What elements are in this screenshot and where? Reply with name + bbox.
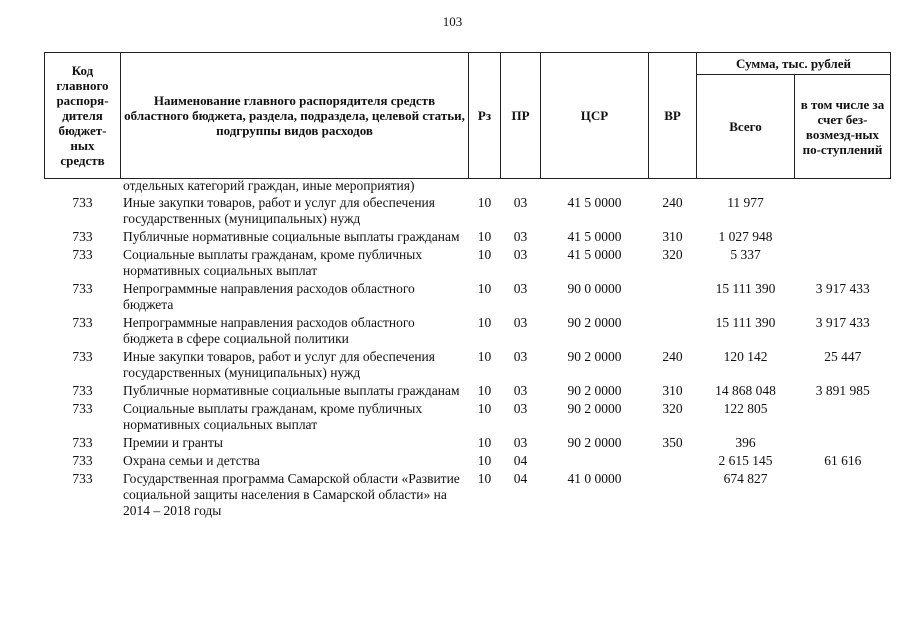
table-row (45, 469, 891, 519)
table-row (45, 433, 891, 451)
row-rz: 10 (477, 195, 492, 210)
row-vr: 240 (662, 195, 683, 210)
header-sum: Сумма, тыс. рублей (697, 53, 891, 75)
row-code: 733 (72, 401, 93, 416)
row-incl (795, 433, 891, 451)
header-vr: ВР (649, 53, 697, 179)
table-row (45, 313, 891, 347)
row-incl (795, 469, 891, 519)
row-incl: 3 917 433 (815, 315, 870, 330)
row-total: 2 615 145 (718, 453, 773, 468)
table-header (45, 53, 891, 179)
row-code: 733 (72, 435, 93, 450)
row-csr: 41 5 0000 (567, 247, 622, 262)
row-code: 733 (72, 281, 93, 296)
table-row (45, 399, 891, 433)
table-row (45, 451, 891, 469)
row-vr: 350 (662, 435, 683, 450)
row-code: 733 (72, 315, 93, 330)
row-name: Непрограммные направления расходов областного бюджета в сфере социальной политики (123, 315, 415, 346)
table-row (45, 347, 891, 381)
header-code: Код главного распоря-дителя бюджет-ных средств (45, 53, 121, 179)
row-rz: 10 (477, 349, 492, 364)
row-incl: 3 891 985 (815, 383, 870, 398)
row-code: 733 (72, 471, 93, 486)
continuation-text: отдельных категорий граждан, иные мероприятия) (123, 178, 415, 193)
row-pr: 03 (513, 281, 528, 296)
row-pr: 03 (513, 401, 528, 416)
row-name: Государственная программа Самарской области «Развитие социальной защиты населения в Самарской области» на 2014 – 2018 годы (123, 471, 460, 518)
row-incl (795, 399, 891, 433)
row-incl: 25 447 (824, 349, 862, 364)
row-name: Премии и гранты (123, 435, 223, 450)
row-pr: 04 (513, 471, 528, 486)
row-incl (795, 193, 891, 227)
row-total: 122 805 (723, 401, 768, 416)
row-pr: 03 (513, 195, 528, 210)
row-total: 15 111 390 (715, 315, 776, 330)
row-rz: 10 (477, 281, 492, 296)
row-vr: 240 (662, 349, 683, 364)
header-rz: Рз (469, 53, 501, 179)
row-pr: 03 (513, 349, 528, 364)
row-csr: 90 2 0000 (567, 383, 622, 398)
row-csr (541, 451, 649, 469)
row-code: 733 (72, 349, 93, 364)
row-name: Публичные нормативные социальные выплаты гражданам (123, 229, 460, 244)
header-name: Наименование главного распорядителя средств областного бюджета, раздела, подраздела, целевой статьи, подгруппы видов расходов (121, 53, 469, 179)
table-body (45, 179, 891, 520)
continuation-row (45, 179, 891, 194)
row-pr: 03 (513, 315, 528, 330)
row-rz: 10 (477, 247, 492, 262)
header-total: Всего (697, 75, 795, 179)
row-total: 11 977 (727, 195, 764, 210)
row-vr (649, 279, 697, 313)
header-pr: ПР (501, 53, 541, 179)
row-code: 733 (72, 383, 93, 398)
row-total: 120 142 (723, 349, 768, 364)
row-total: 14 868 048 (715, 383, 776, 398)
row-pr: 03 (513, 383, 528, 398)
header-incl: в том числе за счет без-возмезд-ных по-ступлений (795, 75, 891, 179)
row-csr: 41 5 0000 (567, 229, 622, 244)
row-name: Социальные выплаты гражданам, кроме публичных нормативных социальных выплат (123, 401, 423, 432)
row-incl: 61 616 (824, 453, 862, 468)
row-pr: 04 (513, 453, 528, 468)
row-name: Социальные выплаты гражданам, кроме публичных нормативных социальных выплат (123, 247, 423, 278)
row-vr: 310 (662, 229, 683, 244)
row-name: Охрана семьи и детства (123, 453, 260, 468)
row-incl: 3 917 433 (815, 281, 870, 296)
row-rz: 10 (477, 453, 492, 468)
row-code: 733 (72, 453, 93, 468)
row-pr: 03 (513, 247, 528, 262)
row-pr: 03 (513, 435, 528, 450)
row-csr: 41 5 0000 (567, 195, 622, 210)
row-incl (795, 245, 891, 279)
row-rz: 10 (477, 383, 492, 398)
row-vr (649, 313, 697, 347)
row-code: 733 (72, 229, 93, 244)
row-rz: 10 (477, 471, 492, 486)
row-vr (649, 469, 697, 519)
row-csr: 90 2 0000 (567, 349, 622, 364)
row-incl (795, 227, 891, 245)
table-row (45, 279, 891, 313)
row-rz: 10 (477, 401, 492, 416)
row-name: Непрограммные направления расходов областного бюджета (123, 281, 415, 312)
row-total: 1 027 948 (718, 229, 773, 244)
row-vr: 310 (662, 383, 683, 398)
row-csr: 90 2 0000 (567, 401, 622, 416)
row-rz: 10 (477, 229, 492, 244)
row-code: 733 (72, 195, 93, 210)
row-rz: 10 (477, 435, 492, 450)
row-vr: 320 (662, 247, 683, 262)
row-rz: 10 (477, 315, 492, 330)
row-csr: 90 0 0000 (567, 281, 622, 296)
header-csr: ЦСР (541, 53, 649, 179)
row-name: Иные закупки товаров, работ и услуг для обеспечения государственных (муниципальных) нужд (123, 349, 435, 380)
row-csr: 41 0 0000 (567, 471, 622, 486)
row-total: 674 827 (723, 471, 768, 486)
row-pr: 03 (513, 229, 528, 244)
table-row (45, 193, 891, 227)
row-total: 15 111 390 (715, 281, 776, 296)
row-csr: 90 2 0000 (567, 435, 622, 450)
page-number: 103 (442, 14, 463, 29)
table-row (45, 381, 891, 399)
row-total: 5 337 (730, 247, 761, 262)
table-row (45, 227, 891, 245)
row-total: 396 (735, 435, 756, 450)
row-csr: 90 2 0000 (567, 315, 622, 330)
row-code: 733 (72, 247, 93, 262)
budget-table (44, 52, 891, 519)
row-vr: 320 (662, 401, 683, 416)
row-name: Иные закупки товаров, работ и услуг для обеспечения государственных (муниципальных) нужд (123, 195, 435, 226)
row-vr (649, 451, 697, 469)
row-name: Публичные нормативные социальные выплаты гражданам (123, 383, 460, 398)
table-row (45, 245, 891, 279)
